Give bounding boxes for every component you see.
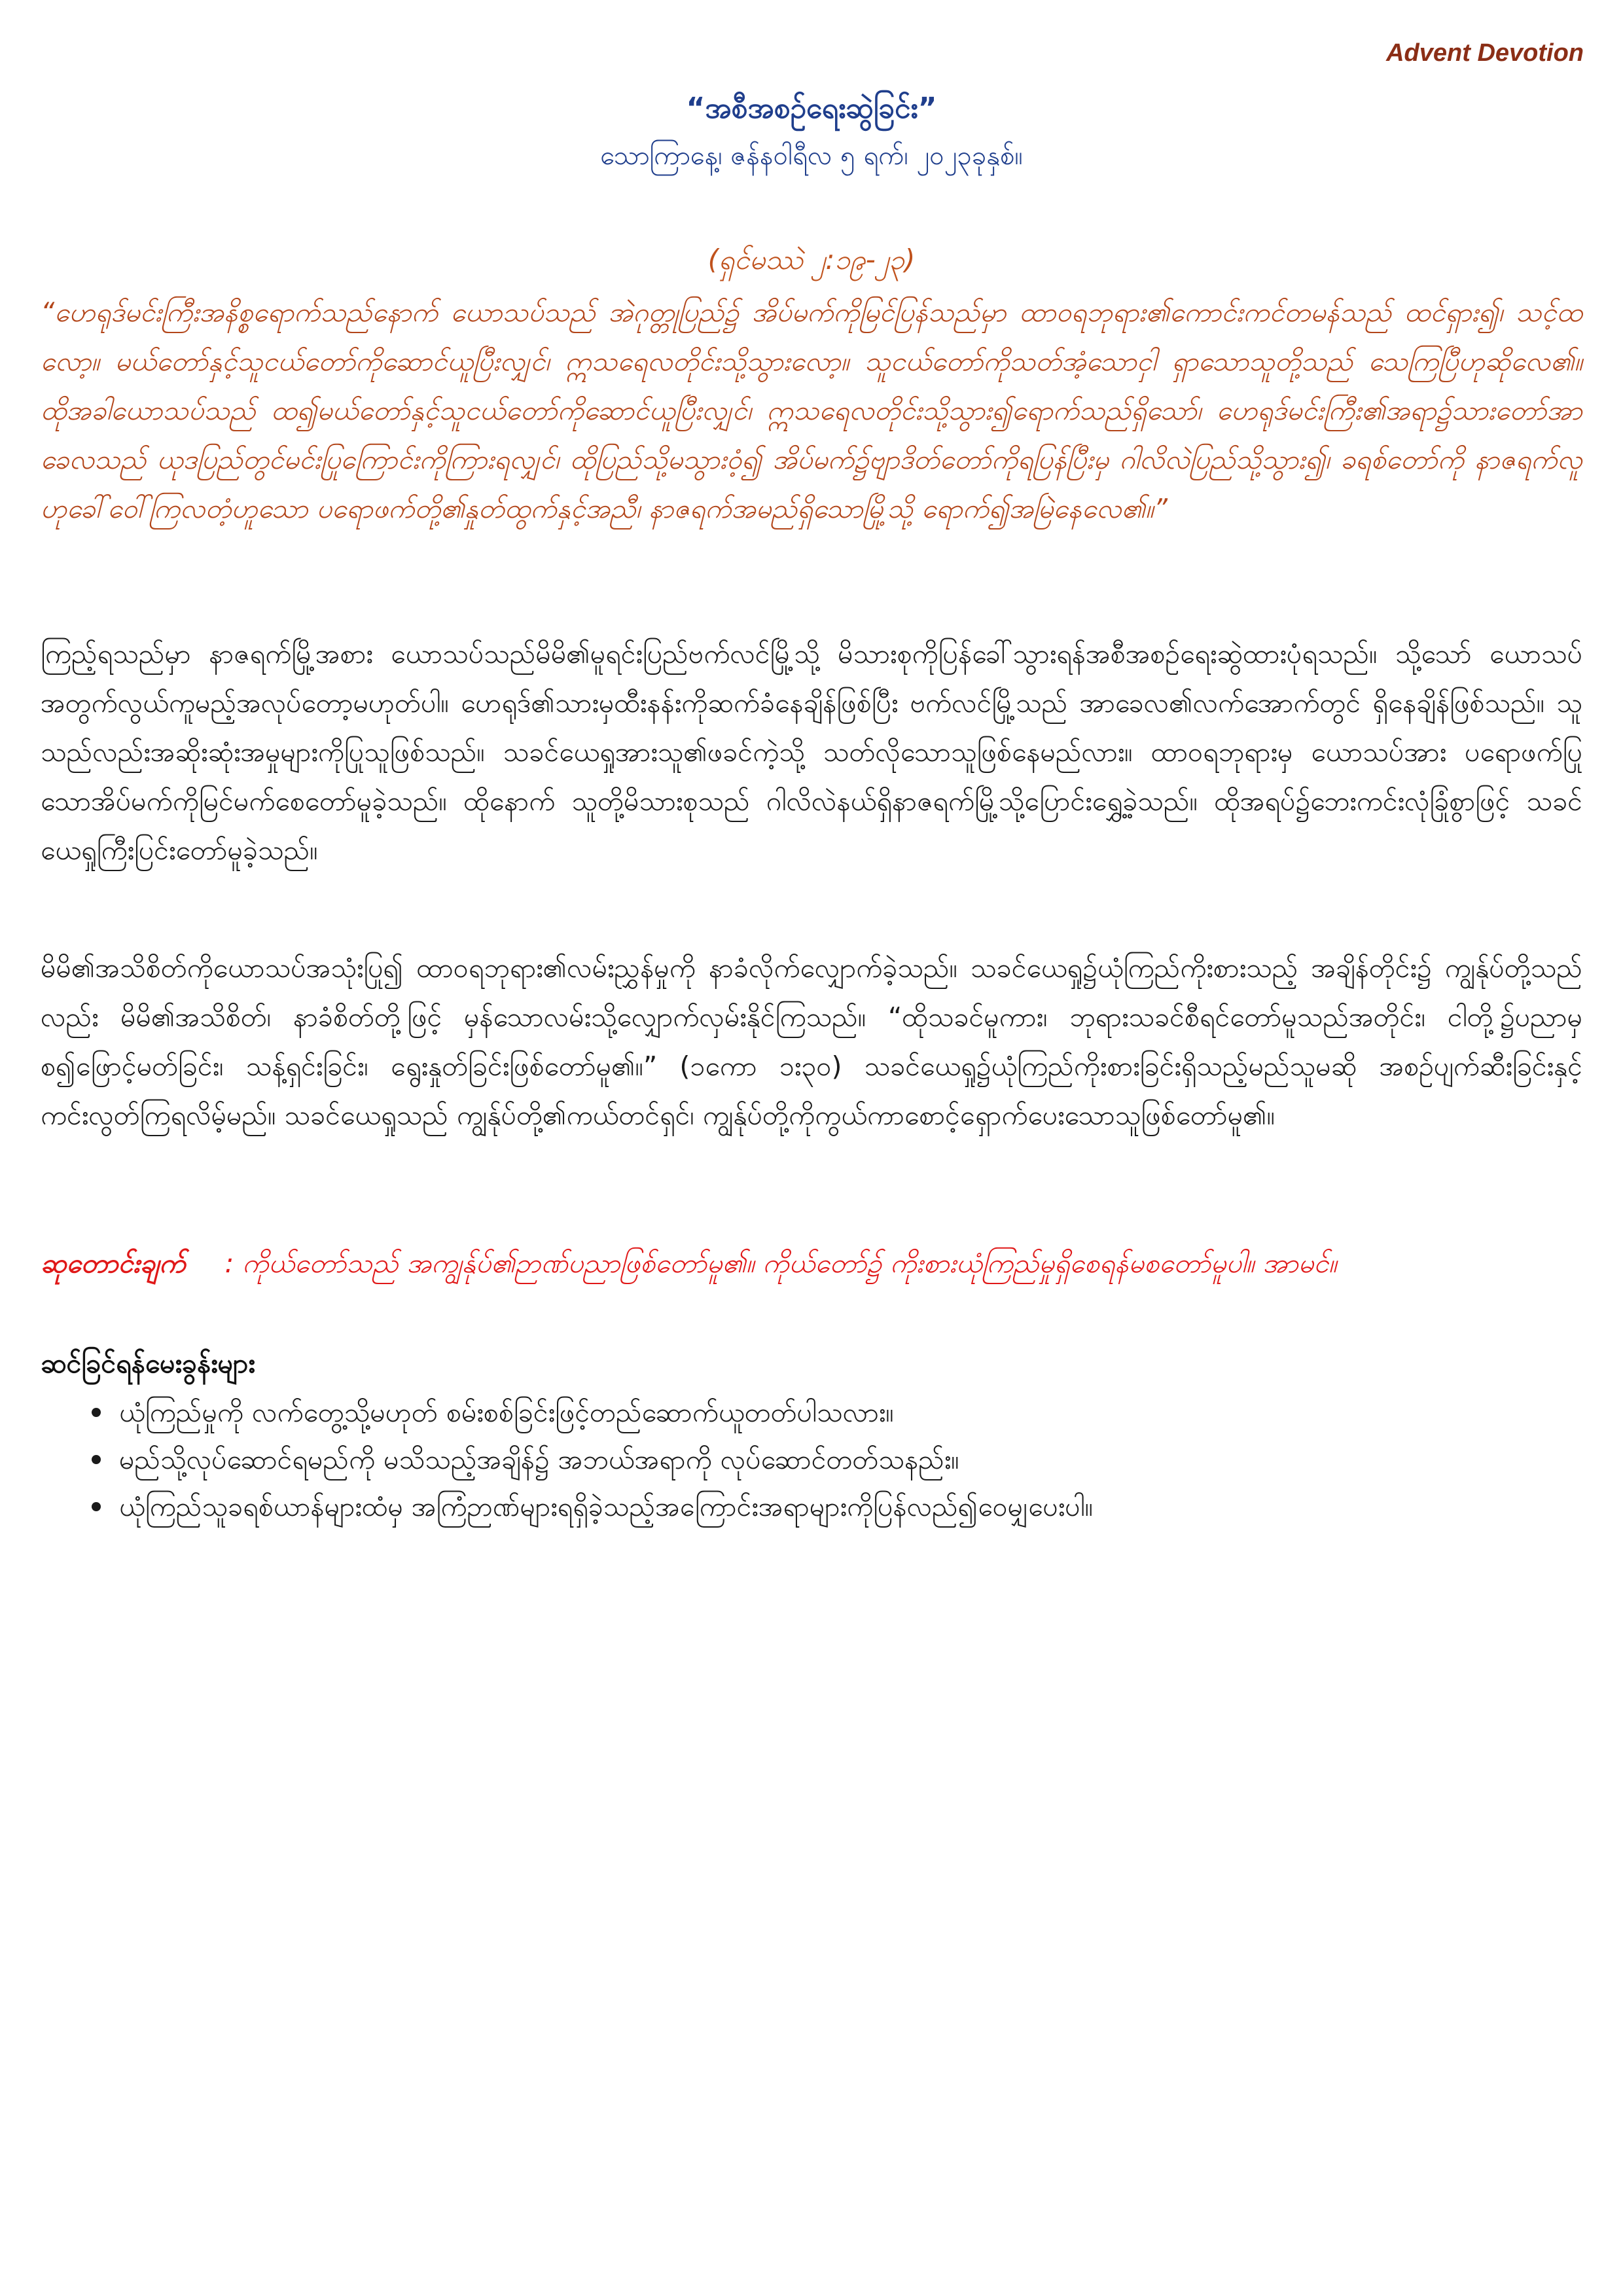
bullet-icon <box>92 1455 101 1464</box>
list-item <box>41 1436 1582 1483</box>
prayer-label: ဆုတောင်းချက် <box>41 1247 186 1279</box>
prayer-line <box>41 1244 1582 1283</box>
questions-list <box>41 1389 1582 1530</box>
list-item <box>41 1483 1582 1530</box>
question-text: ယုံကြည်မှုကို လက်တွေ့သို့မဟုတ် စမ်းစစ်ခြင်းဖြင့်တည်ဆောက်ယူတတ်ပါသလား။ <box>119 1397 894 1428</box>
bullet-icon <box>92 1408 101 1417</box>
body-paragraph-1: ကြည့်ရသည်မှာ နာဇရက်မြို့အစား ယောသပ်သည်မိမိ၏မူရင်းပြည်ဗက်လင်မြို့သို့ မိသားစုကိုပြန်ခေါ်သွားရန်အစီအစဉ်ရေးဆွဲထားပုံရသည်။ သို့သော် ယောသပ်အတွက်လွယ်ကူမည့်အလုပ်တော့မဟုတ်ပါ။ ဟေရုဒ်၏သားမှထီးနန်းကိုဆက်ခံနေချိန်ဖြစ်ပြီး ဗက်လင်မြို့သည် အာခေလ၏လက်အောက်တွင် ရှိနေချိန်ဖြစ်သည်။ သူသည်လည်းအဆိုးဆုံးအမှုများကိုပြုသူဖြစ်သည်။ သခင်ယေရှုအားသူ၏ဖခင်ကဲ့သို့ သတ်လိုသောသူဖြစ်နေမည်လား။ ထာဝရဘုရားမှ ယောသပ်အား ပရောဖက်ပြုသောအိပ်မက်ကိုမြင်မက်စေတော်မူခဲ့သည်။ ထိုနောက် သူတို့မိသားစုသည် ဂါလိလဲနယ်ရှိနာဇရက်မြို့သို့ပြောင်းရွှေ့ခဲ့သည်။ ထိုအရပ်၌ဘေးကင်းလုံခြုံစွာဖြင့် သခင်ယေရှုကြီးပြင်းတော်မူခဲ့သည်။ <box>41 638 1582 866</box>
body-paragraph-2: မိမိ၏အသိစိတ်ကိုယောသပ်အသုံးပြု၍ ထာဝရဘုရား၏လမ်းညွှန်မှုကို နာခံလိုက်လျှောက်ခဲ့သည်။ သခင်ယေရှု၌ယုံကြည်ကိုးစားသည့် အချိန်တိုင်း၌ ကျွန်ုပ်တို့သည်လည်း မိမိ၏အသိစိတ်၊ နာခံစိတ်တို့ဖြင့် မှန်သောလမ်းသို့လျှောက်လှမ်းနိုင်ကြသည်။ “ထိုသခင်မူကား၊ ဘုရားသခင်စီရင်တော်မူသည်အတိုင်း၊ ငါတို့၌ပညာမှစ၍ဖြောင့်မတ်ခြင်း၊ သန့်ရှင်းခြင်း၊ ရွေးနှုတ်ခြင်းဖြစ်တော်မူ၏။” (၁ကော ၁း၃၀) သခင်ယေရှု၌ယုံကြည်ကိုးစားခြင်းရှိသည့်မည်သူမဆို အစဉ်ပျက်ဆီးခြင်းနှင့်ကင်းလွတ်ကြရလိမ့်မည်။ သခင်ယေရှုသည် ကျွန်ုပ်တို့၏ကယ်တင်ရှင်၊ ကျွန်ုပ်တို့ကိုကွယ်ကာစောင့်ရှောက်ပေးသောသူဖြစ်တော်မူ၏။ <box>41 952 1582 1131</box>
prayer-text: : ကိုယ်တော်သည် အကျွန်ုပ်၏ဉာဏ်ပညာဖြစ်တော်မူ၏။ ကိုယ်တော်၌ ကိုးစားယုံကြည်မှုရှိစေရန်မစတော်မူပါ။ အာမင်။ <box>224 1247 1337 1279</box>
scripture-reference: (ရှင်မဿဲ ၂:၁၉-၂၃) <box>707 243 916 276</box>
bullet-icon <box>92 1502 101 1511</box>
date-line: သောကြာနေ့၊ ဇန်နဝါရီလ ၅ ရက်၊ ၂၀၂၃ခုနှစ်။ <box>600 141 1023 171</box>
questions-heading: ဆင်ခြင်ရန်မေးခွန်းများ <box>41 1348 255 1379</box>
question-text: ယုံကြည်သူခရစ်ယာန်များထံမှ အကြံဉာဏ်များရရှိခဲ့သည့်အကြောင်းအရာများကိုပြန်လည်၍ဝေမျှပေးပါ။ <box>119 1491 1094 1522</box>
list-item <box>41 1389 1582 1436</box>
question-text: မည်သို့လုပ်ဆောင်ရမည်ကို မသိသည့်အချိန်၌ အဘယ်အရာကို လုပ်ဆောင်တတ်သနည်း။ <box>119 1444 959 1475</box>
page-title: “အစီအစဉ်ရေးဆွဲခြင်း” <box>686 92 937 125</box>
header-label: Advent Devotion <box>1386 39 1584 67</box>
scripture-passage: “ဟေရုဒ်မင်းကြီးအနိစ္စရောက်သည်နောက် ယောသပ်သည် အဲဂုတ္တုပြည်၌ အိပ်မက်ကိုမြင်ပြန်သည်မှာ ထာဝရဘုရား၏ကောင်းကင်တမန်သည် ထင်ရှား၍၊ သင့်ထလော့။ မယ်တော်နှင့်သူငယ်တော်ကိုဆောင်ယူပြီးလျှင်၊ ဣသရေလတိုင်းသို့သွားလော့။ သူငယ်တော်ကိုသတ်အံ့သောငှါ ရှာသောသူတို့သည် သေကြပြီဟုဆိုလေ၏။ ထိုအခါယောသပ်သည် ထ၍မယ်တော်နှင့်သူငယ်တော်ကိုဆောင်ယူပြီးလျှင်၊ ဣသရေလတိုင်းသို့သွား၍ရောက်သည်ရှိသော်၊ ဟေရုဒ်မင်းကြီး၏အရာ၌သားတော်အာခေလသည် ယုဒပြည်တွင်မင်းပြုကြောင်းကိုကြားရလျှင်၊ ထိုပြည်သို့မသွားဝံ့၍ အိပ်မက်၌ဗျာဒိတ်တော်ကိုရပြန်ပြီးမှ ဂါလိလဲပြည်သို့သွား၍၊ ခရစ်တော်ကို နာဇရက်လူဟုခေါ်ဝေါ်ကြလတံ့ဟူသော ပရောဖက်တို့၏နှုတ်ထွက်နှင့်အညီ၊ နာဇရက်အမည်ရှိသောမြို့သို့ ရောက်၍အမြဲနေလေ၏။” <box>41 296 1582 524</box>
